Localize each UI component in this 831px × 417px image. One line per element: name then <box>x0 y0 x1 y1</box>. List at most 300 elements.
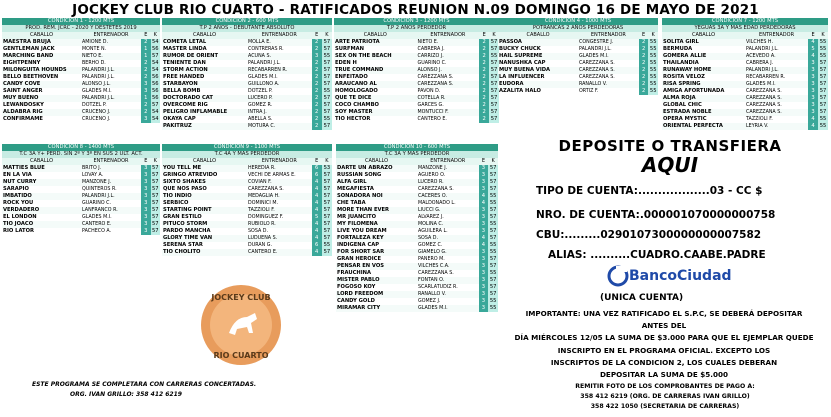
horse-name: AMIGA AFORTUNADA <box>663 88 725 94</box>
weight-value: 57 <box>490 88 498 94</box>
horse-name: SEX ON THE BEACH <box>334 53 417 60</box>
trainer-name: MOLINA C. <box>417 221 479 228</box>
table-row <box>334 60 499 67</box>
trainer-name: PALANDRI J.L. <box>81 95 141 102</box>
weight-value: 57 <box>819 95 827 101</box>
table-row <box>162 67 332 74</box>
table-row <box>162 179 332 186</box>
weight-value: 55 <box>489 221 497 227</box>
table-row <box>2 95 160 102</box>
horse-name: STARTING POINT <box>162 207 247 214</box>
weight-value: 57 <box>323 228 331 234</box>
age-value: 4 <box>479 193 489 200</box>
horse-name: SOÑADORA NOI <box>336 193 417 200</box>
race-header: CONDICION 8 - 1400 MTS <box>2 144 160 151</box>
table-row <box>2 60 160 67</box>
table-row <box>336 277 498 284</box>
col-e: E <box>479 158 489 165</box>
horse-name: ALDABRA RIG <box>2 109 81 116</box>
trainer-name: LIUCCI G. <box>417 207 479 214</box>
table-row <box>2 116 160 123</box>
trainer-name: DOTZEL P. <box>248 89 273 94</box>
weight-value: 57 <box>489 235 497 241</box>
table-row <box>2 39 160 46</box>
trainer-name: LANFRANCO R. <box>81 207 141 214</box>
weight-value: 54 <box>151 39 159 45</box>
age-value: 6 <box>312 242 322 249</box>
table-row <box>162 102 332 109</box>
table-row <box>162 60 332 67</box>
weight-value: 57 <box>323 123 331 129</box>
table-row <box>336 263 498 270</box>
age-value: 4 <box>312 193 322 200</box>
race-header: CONDICION 10 - 600 MTS <box>336 144 498 151</box>
trainer-name: TAZZIOLI F. <box>746 117 773 122</box>
table-row <box>336 298 498 305</box>
alias: ALIAS: ..........CUADRO.CAABE.PADRE <box>548 249 766 261</box>
horse-name: RISA SPRING <box>662 81 745 88</box>
horse-name: FOR SHORT SAR <box>336 249 417 256</box>
age-value: 3 <box>141 200 150 207</box>
trainer-name: CAREZZANA S. <box>579 75 615 80</box>
horse-name: OVERCOME RIG <box>163 102 208 108</box>
weight-value: 54 <box>151 109 159 115</box>
age-value: 3 <box>141 179 150 186</box>
age-value: 2 <box>479 109 489 116</box>
trainer-name: GARCES G. <box>417 103 444 108</box>
trainer-name: LEYRIA V. <box>745 123 808 130</box>
col-k: K <box>151 158 160 165</box>
table-row <box>162 221 332 228</box>
col-e: E <box>639 32 649 39</box>
trainer-name: ACUÑA S. <box>247 53 312 60</box>
age-value: 2 <box>479 39 489 46</box>
trainer-name: GLADES M.I. <box>578 53 639 60</box>
weight-value: 57 <box>323 249 331 255</box>
age-value: 2 <box>639 81 649 88</box>
trainer-name: BRITO J. <box>81 165 141 172</box>
horse-name: SOLITA GIRL <box>662 39 745 46</box>
horse-name: TENIENTE DAN <box>163 60 206 66</box>
horse-name: ARTE PATRIOTA <box>334 39 417 46</box>
weight-value: 56 <box>151 95 159 101</box>
bank-icon <box>607 264 629 288</box>
table-row <box>162 95 332 102</box>
age-value: 3 <box>808 95 818 102</box>
horse-name: BUCKY CHUCK <box>499 46 541 52</box>
race-subheader: T.C 3A Y+ PERD. SIN 2º Y 3º EN SUS 2 ULT. ACT. <box>2 151 160 158</box>
remit-line: 358 422 1050 (SECRETARIA DE CARRERAS) <box>590 402 740 410</box>
col-e: E <box>141 158 150 165</box>
table-row <box>162 81 332 88</box>
weight-value: 56 <box>151 46 159 52</box>
table-row <box>336 179 498 186</box>
table-row <box>162 88 332 95</box>
weight-value: 57 <box>323 193 331 199</box>
age-value: 5 <box>312 214 322 221</box>
horse-name: FOGOSO KOY <box>337 284 376 290</box>
deposit-aqui: AQUI <box>641 153 699 177</box>
trainer-name: MONTUCCI F. <box>417 109 480 116</box>
age-value: 4 <box>312 200 322 207</box>
table-row <box>662 74 828 81</box>
age-value: 3 <box>141 165 150 172</box>
race-block <box>2 144 160 235</box>
race-block <box>662 18 828 130</box>
age-value: 1 <box>141 95 150 102</box>
weight-value: 57 <box>490 116 498 122</box>
horse-name: MATTIES BLUE <box>2 165 81 172</box>
table-row <box>336 249 498 256</box>
col-k: K <box>322 32 332 39</box>
age-value: 2 <box>312 116 322 123</box>
age-value: 3 <box>479 298 489 305</box>
age-value: 3 <box>808 74 818 81</box>
age-value: 4 <box>808 39 818 46</box>
horse-name: LEWANDOSKY <box>3 102 44 108</box>
age-value: 3 <box>479 207 489 214</box>
weight-value: 55 <box>649 67 657 73</box>
horse-name: ENFEITADO <box>335 74 368 80</box>
horse-name: EN LA VIA <box>3 172 32 178</box>
horse-name: HOMOLOGADO <box>335 88 378 94</box>
trainer-name: ALVAREZ J. <box>418 215 444 220</box>
trainer-name: CANTERO E. <box>81 221 141 228</box>
table-row <box>2 186 160 193</box>
weight-value: 57 <box>489 172 497 178</box>
trainer-name: LUCERO R. <box>417 179 479 186</box>
weight-value: 57 <box>490 102 498 108</box>
important-line: IMPORTANTE: UNA VEZ RATIFICADO EL S.P.C, SE DEBERÁ DEPOSITAR ANTES DEL <box>525 309 803 331</box>
age-value: 4 <box>808 123 818 130</box>
trainer-name: AGÜERO O. <box>418 173 446 178</box>
horse-name: GRAN HEROICE <box>337 256 381 262</box>
horse-name: RUNAWAY HOME <box>662 67 745 74</box>
weight-value: 57 <box>151 193 159 199</box>
race-subheader: T.C 3A Y MAS PERDEDOR <box>336 151 498 158</box>
table-row <box>662 95 828 102</box>
horse-name: TIO INDIO <box>162 193 247 200</box>
trainer-name: COVIAN F. <box>247 179 312 186</box>
weight-value: 57 <box>323 221 331 227</box>
weight-value: 53 <box>323 165 331 171</box>
col-entrenador: ENTRENADOR <box>417 158 479 165</box>
trainer-name: MONTE N. <box>82 47 107 52</box>
trainer-name: CONGESTRE J. <box>578 39 639 46</box>
age-value: 3 <box>479 263 489 270</box>
col-caballo: CABALLO <box>662 32 745 39</box>
horse-name: TIO JOACO <box>2 221 81 228</box>
weight-value: 55 <box>649 74 657 80</box>
age-value: 2 <box>639 74 649 81</box>
race-subheader: T.P 2 AÑOS - DEBUTANTE ABSOLUTO <box>162 25 332 32</box>
race-block <box>2 18 160 123</box>
horse-name: LIVE YOU DREAM <box>337 228 387 234</box>
weight-value: 57 <box>819 67 827 73</box>
trainer-name: CAREZZANA S. <box>417 75 454 80</box>
trainer-name: GUILLONO A. <box>247 81 312 88</box>
trainer-name: ORTIZ F. <box>579 89 599 94</box>
horse-name: LORD FREEDOM <box>336 291 417 298</box>
trainer-name: NIETO E. <box>81 53 141 60</box>
weight-value: 57 <box>490 95 498 101</box>
important-line: DEPOSITAR LA SUMA DE $5.000 <box>599 370 729 380</box>
weight-value: 57 <box>151 214 159 220</box>
horse-name: QUE NOS PASO <box>163 186 207 192</box>
note-line: ORG. IVAN GRILLO: 358 412 6219 <box>70 391 182 398</box>
age-value: 2 <box>312 109 322 116</box>
logo-top-text: JOCKEY CLUB <box>211 293 271 302</box>
table-row <box>334 39 499 46</box>
weight-value: 57 <box>323 81 331 87</box>
trainer-name: GUARINO C. <box>82 201 112 206</box>
horse-name: MY FILOMENA <box>336 221 417 228</box>
age-value: 6 <box>312 172 322 179</box>
race-block <box>336 144 498 312</box>
trainer-name: GLADES M.I. <box>248 75 278 80</box>
trainer-name: DURAN G. <box>248 243 272 248</box>
trainer-name: FONTAN O. <box>417 277 479 284</box>
age-value: 3 <box>312 53 322 60</box>
weight-value: 57 <box>151 221 159 227</box>
horse-name: GOMERA ALLIE <box>662 53 745 60</box>
horse-name: SAINT ANGER <box>3 88 43 94</box>
column-header-row <box>2 158 160 165</box>
table-row <box>336 235 498 242</box>
table-row <box>2 214 160 221</box>
horse-name: ESTRADA NOBLE <box>662 109 745 116</box>
table-row <box>162 214 332 221</box>
weight-value: 57 <box>489 207 497 213</box>
horse-name: OKAYA CAP <box>163 116 196 122</box>
horse-name: PENSAR EN VOS <box>336 263 417 270</box>
table-row <box>662 116 828 123</box>
weight-value: 57 <box>490 74 498 80</box>
column-header-row <box>162 158 332 165</box>
table-row <box>336 193 498 200</box>
col-caballo: CABALLO <box>336 158 417 165</box>
col-caballo: CABALLO <box>498 32 578 39</box>
age-value: 4 <box>312 228 322 235</box>
table-row <box>662 88 828 95</box>
trainer-name: VECHI DE ARMAS E. <box>248 173 296 178</box>
trainer-name: CAREZZANA S. <box>745 95 808 102</box>
weight-value: 55 <box>649 46 657 52</box>
weight-value: 55 <box>819 116 827 122</box>
age-value: 2 <box>141 109 150 116</box>
col-e: E <box>312 32 322 39</box>
horse-name: PAKITRUZ <box>162 123 247 130</box>
table-row <box>2 53 160 60</box>
trainer-name: SCARLATUDIZ R. <box>418 285 458 290</box>
table-row <box>2 172 160 179</box>
age-value: 3 <box>141 193 150 200</box>
table-row <box>2 207 160 214</box>
weight-value: 57 <box>323 102 331 108</box>
trainer-name: MALDONADO L. <box>418 201 456 206</box>
table-row <box>2 200 160 207</box>
horse-name: MORE THAN EVER <box>336 207 417 214</box>
weight-value: 57 <box>490 39 498 45</box>
age-value: 2 <box>312 39 322 46</box>
trainer-name: VILCHES H. <box>745 39 808 46</box>
trainer-name: RECABARREN R. <box>746 75 786 80</box>
trainer-name: GOMEZ R. <box>248 103 273 108</box>
table-row <box>162 242 332 249</box>
horse-name: MUY BUENA VIDA <box>498 67 578 74</box>
trainer-name: PALANDRI J.L. <box>81 193 141 200</box>
trainer-name: PALANDRI J.L. <box>81 67 141 74</box>
trainer-name: PAVON D. <box>417 89 441 94</box>
weight-value: 57 <box>489 214 497 220</box>
race-header: CONDICION 2 - 600 MTS <box>162 18 332 25</box>
race-subheader: POTRANCAS 2 AÑOS PERDEDORAS <box>498 25 658 32</box>
age-value: 3 <box>479 214 489 221</box>
horse-name: STORM ACTION <box>162 67 247 74</box>
age-value: 2 <box>479 88 489 95</box>
horse-name: GRAN ESTILO <box>163 214 202 220</box>
age-value: 3 <box>141 214 150 221</box>
trainer-name: CACERES O. <box>417 193 479 200</box>
horse-name: SARAPIO <box>3 186 29 192</box>
age-value: 3 <box>141 88 150 95</box>
age-value: 3 <box>141 116 150 123</box>
age-value: 4 <box>312 179 322 186</box>
trainer-name: LOVAY A. <box>82 173 104 178</box>
table-row <box>2 165 160 172</box>
trainer-name: DOMINICI M. <box>248 201 278 206</box>
trainer-name: CABRERA J. <box>746 61 774 66</box>
weight-value: 55 <box>323 53 331 59</box>
table-row <box>662 53 828 60</box>
trainer-name: CAREZZANA S. <box>746 103 782 108</box>
trainer-name: GIAMELO G. <box>417 249 479 256</box>
col-caballo: CABALLO <box>162 32 247 39</box>
race-header: CONDICION 1 - 1200 MTS <box>2 18 160 25</box>
table-row <box>2 221 160 228</box>
table-row <box>162 165 332 172</box>
weight-value: 57 <box>490 109 498 115</box>
weight-value: 57 <box>489 284 497 290</box>
table-row <box>334 81 499 88</box>
age-value: 2 <box>639 39 649 46</box>
trainer-name: PALANDRI J.L. <box>248 61 281 66</box>
weight-value: 57 <box>151 186 159 192</box>
age-value: 2 <box>479 60 489 67</box>
table-row <box>162 228 332 235</box>
horse-name: VERDADERO <box>2 207 81 214</box>
table-row <box>662 123 828 130</box>
table-row <box>336 172 498 179</box>
unica-cuenta: (UNICA CUENTA) <box>600 293 684 303</box>
age-value: 2 <box>479 81 489 88</box>
table-row <box>498 46 658 53</box>
weight-value: 55 <box>489 200 497 206</box>
trainer-name: PALANDRI J.L. <box>745 67 808 74</box>
table-row <box>336 284 498 291</box>
horse-name: BELLO BEETHOVEN <box>3 74 59 80</box>
horse-name: ALFA GIRL <box>336 179 417 186</box>
table-row <box>334 74 499 81</box>
horse-name: EL LONDON <box>3 214 37 220</box>
trainer-name: PALANDRI J.L. <box>746 47 779 52</box>
weight-value: 57 <box>151 228 159 234</box>
weight-value: 55 <box>819 53 827 59</box>
age-value: 3 <box>808 88 818 95</box>
table-row <box>334 95 499 102</box>
weight-value: 57 <box>323 214 331 220</box>
horse-name: BELLA BOMB <box>163 88 201 94</box>
weight-value: 55 <box>489 242 497 248</box>
race-header: CONDICION 4 - 1000 MTS <box>498 18 658 25</box>
table-row <box>334 102 499 109</box>
age-value: 2 <box>141 39 150 46</box>
weight-value: 57 <box>489 277 497 283</box>
table-row <box>662 46 828 53</box>
horse-name: EDEN H <box>335 60 357 66</box>
table-row <box>162 116 332 123</box>
weight-value: 55 <box>490 53 498 59</box>
table-row <box>336 200 498 207</box>
age-value: 3 <box>479 256 489 263</box>
column-header-row <box>334 32 499 39</box>
race-block <box>334 18 499 123</box>
age-value: 3 <box>141 172 150 179</box>
age-value: 3 <box>479 221 489 228</box>
note-line: ESTE PROGRAMA SE COMPLETARA CON CARRERAS CONCERTADAS. <box>32 381 257 388</box>
weight-value: 55 <box>649 53 657 59</box>
age-value: 2 <box>479 102 489 109</box>
trainer-name: CANTERO E. <box>417 117 447 122</box>
trainer-name: ABELLA S. <box>248 117 273 122</box>
age-value: 2 <box>639 60 649 67</box>
weight-value: 57 <box>323 39 331 45</box>
weight-value: 57 <box>151 165 159 171</box>
remit-line: 358 412 6219 (ORG. DE CARRERAS IVAN GRILLO) <box>580 392 750 400</box>
age-value: 3 <box>479 284 489 291</box>
horse-name: PITUCO STORM <box>162 221 247 228</box>
weight-value: 57 <box>323 74 331 80</box>
weight-value: 57 <box>323 235 331 241</box>
weight-value: 55 <box>489 249 497 255</box>
weight-value: 55 <box>649 39 657 45</box>
age-value: 2 <box>312 46 322 53</box>
table-row <box>162 46 332 53</box>
table-row <box>662 67 828 74</box>
age-value: 4 <box>808 116 818 123</box>
age-value: 3 <box>808 109 818 116</box>
weight-value: 57 <box>490 81 498 87</box>
account-type: TIPO DE CUENTA:..................03 - CC $ <box>536 185 763 197</box>
trainer-name: PALANDRI J.L. <box>82 75 115 80</box>
important-line: INSCRIPTOS DE LA CONDICION 2, LOS CUALES DEBERAN <box>550 357 778 367</box>
trainer-name: RECABARREN R. <box>247 67 312 74</box>
trainer-name: CANTERO E. <box>247 249 312 256</box>
trainer-name: BERHO D. <box>82 61 106 66</box>
table-row <box>2 193 160 200</box>
age-value: 1 <box>141 46 150 53</box>
horse-name: DARTE UN ABRAZO <box>336 165 417 172</box>
horse-name: GENTLEMAN JACK <box>3 46 55 52</box>
table-row <box>162 235 332 242</box>
trainer-name: GLADES M.I. <box>745 81 808 88</box>
horse-name: FORTALEZA KEY <box>336 235 417 242</box>
col-entrenador: ENTRENADOR <box>81 32 141 39</box>
horse-name: MILONGUITA HOUNDS <box>2 67 81 74</box>
trainer-name: CAREZZANA S. <box>579 61 615 66</box>
trainer-name: TAZZIOLI F. <box>247 207 312 214</box>
age-value: 3 <box>141 81 150 88</box>
